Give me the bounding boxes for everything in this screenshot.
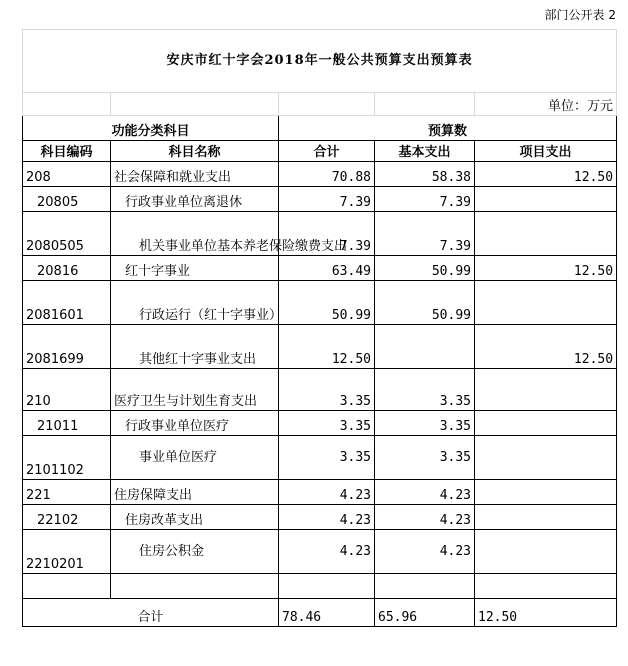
total-row (23, 599, 617, 627)
row-total: 4.23 (279, 480, 375, 505)
row-basic: 58.38 (375, 162, 475, 187)
row-total: 12.50 (279, 325, 375, 369)
row-code: 22102 (23, 505, 111, 530)
row-project: 12.50 (475, 162, 617, 187)
row-total: 63.49 (279, 256, 375, 281)
row-total: 50.99 (279, 281, 375, 325)
row-project: 12.50 (475, 256, 617, 281)
table-row (23, 281, 617, 325)
table-row (23, 530, 617, 574)
row-basic: 3.35 (375, 436, 475, 480)
row-basic: 4.23 (375, 480, 475, 505)
row-basic: 7.39 (375, 187, 475, 212)
header-project: 项目支出 (475, 141, 617, 162)
row-code: 210 (23, 369, 111, 411)
row-code: 208 (23, 162, 111, 187)
row-total: 70.88 (279, 162, 375, 187)
row-code: 2210201 (23, 530, 111, 574)
table-row (23, 505, 617, 530)
row-name: 红十字事业 (111, 256, 279, 281)
row-code: 2101102 (23, 436, 111, 480)
table-row (23, 187, 617, 212)
row-basic (375, 325, 475, 369)
header-basic: 基本支出 (375, 141, 475, 162)
row-name: 行政事业单位离退休 (111, 187, 279, 212)
row-basic: 50.99 (375, 281, 475, 325)
header-name: 科目名称 (111, 141, 279, 162)
total-label: 合计 (23, 599, 279, 627)
row-code: 2081699 (23, 325, 111, 369)
row-project (475, 505, 617, 530)
table-row (23, 325, 617, 369)
row-name: 机关事业单位基本养老保险缴费支出 (111, 212, 279, 256)
row-basic: 3.35 (375, 411, 475, 436)
row-name: 住房公积金 (111, 530, 279, 574)
total-project: 12.50 (475, 599, 617, 627)
row-basic: 4.23 (375, 530, 475, 574)
row-name: 事业单位医疗 (111, 436, 279, 480)
row-total: 3.35 (279, 369, 375, 411)
row-name: 医疗卫生与计划生育支出 (111, 369, 279, 411)
budget-table (22, 29, 617, 627)
row-project (475, 281, 617, 325)
total-total: 78.46 (279, 599, 375, 627)
row-code: 221 (23, 480, 111, 505)
header-function-class: 功能分类科目 (23, 116, 279, 141)
row-project (475, 212, 617, 256)
row-total: 4.23 (279, 530, 375, 574)
row-name: 住房改革支出 (111, 505, 279, 530)
row-code: 20805 (23, 187, 111, 212)
row-name: 其他红十字事业支出 (111, 325, 279, 369)
table-row (23, 436, 617, 480)
row-code: 2081601 (23, 281, 111, 325)
header-code: 科目编码 (23, 141, 111, 162)
empty-row (23, 574, 617, 599)
form-tag: 部门公开表 2 (544, 8, 616, 22)
table-row (23, 480, 617, 505)
row-project (475, 187, 617, 212)
row-project (475, 436, 617, 480)
table-row (23, 369, 617, 411)
row-total: 7.39 (279, 212, 375, 256)
header-budget: 预算数 (279, 116, 617, 141)
row-code: 20816 (23, 256, 111, 281)
page-title: 安庆市红十字会2018年一般公共预算支出预算表 (23, 30, 617, 93)
row-total: 7.39 (279, 187, 375, 212)
row-code: 21011 (23, 411, 111, 436)
row-basic: 4.23 (375, 505, 475, 530)
row-name: 住房保障支出 (111, 480, 279, 505)
row-basic: 3.35 (375, 369, 475, 411)
header-total: 合计 (279, 141, 375, 162)
row-project (475, 411, 617, 436)
table-row (23, 212, 617, 256)
table-row (23, 256, 617, 281)
row-code: 2080505 (23, 212, 111, 256)
table-row (23, 411, 617, 436)
row-total: 3.35 (279, 411, 375, 436)
total-basic: 65.96 (375, 599, 475, 627)
row-project (475, 480, 617, 505)
row-total: 3.35 (279, 436, 375, 480)
row-name: 行政事业单位医疗 (111, 411, 279, 436)
row-total: 4.23 (279, 505, 375, 530)
row-name: 行政运行（红十字事业） (111, 281, 279, 325)
row-basic: 7.39 (375, 212, 475, 256)
unit-label: 单位：万元 (475, 93, 617, 116)
row-name: 社会保障和就业支出 (111, 162, 279, 187)
row-project (475, 530, 617, 574)
row-basic: 50.99 (375, 256, 475, 281)
row-project: 12.50 (475, 325, 617, 369)
row-project (475, 369, 617, 411)
table-row (23, 162, 617, 187)
